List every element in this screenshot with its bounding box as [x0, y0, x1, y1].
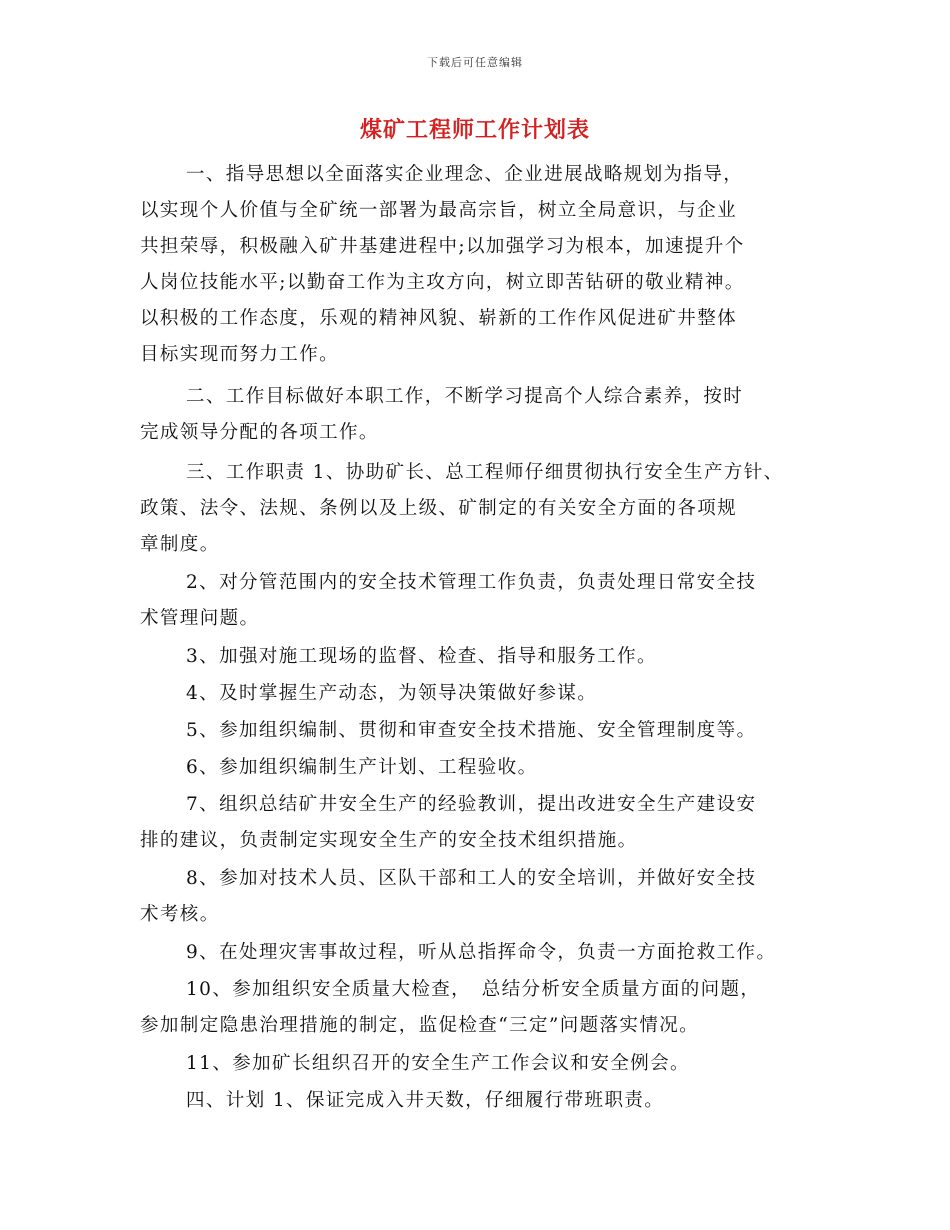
body-line: 4、及时掌握生产动态，为领导决策做好参谋。: [186, 683, 598, 704]
body-line: 目标实现而努力工作。: [140, 344, 340, 365]
document-title: 煤矿工程师工作计划表: [359, 117, 590, 143]
body-line: 11、参加矿长组织召开的安全生产工作会议和安全例会。: [186, 1053, 690, 1074]
body-line: 人岗位技能水平;以勤奋工作为主攻方向，树立即苦钻研的敬业精神。: [140, 272, 745, 293]
body-line: 排的建议，负责制定实现安全生产的安全技术组织措施。: [140, 830, 638, 851]
body-line: 以实现个人价值与全矿统一部署为最高宗旨，树立全局意识，与企业: [140, 200, 738, 221]
body-line: 3、加强对施工现场的监督、检查、指导和服务工作。: [186, 646, 657, 667]
header-note: 下载后可任意编辑: [427, 56, 523, 69]
body-line: 章制度。: [140, 534, 220, 555]
body-line: 二、工作目标做好本职工作，不断学习提高个人综合素养，按时: [186, 386, 744, 407]
body-line: 7、组织总结矿井安全生产的经验教训，提出改进安全生产建设安: [186, 794, 757, 815]
body-line: 一、指导思想以全面落实企业理念、企业进展战略规划为指导，: [186, 164, 744, 185]
body-line: 6、参加组织编制生产计划、工程验收。: [186, 757, 538, 778]
body-line: 四、计划 1、保证完成入井天数，仔细履行带班职责。: [186, 1090, 665, 1111]
body-line: 参加制定隐患治理措施的制定，监促检查“三定”问题落实情况。: [140, 1015, 700, 1036]
body-line: 5、参加组织编制、贯彻和审查安全技术措施、安全管理制度等。: [186, 720, 757, 741]
body-line: 三、工作职责 1、协助矿长、总工程师仔细贯彻执行安全生产方针、: [186, 462, 784, 483]
body-line: 9、在处理灾害事故过程，听从总指挥命令，负责一方面抢救工作。: [186, 942, 777, 963]
body-line: 10、参加组织安全质量大检查， 总结分析安全质量方面的问题，: [186, 979, 761, 1000]
body-line: 2、对分管范围内的安全技术管理工作负责，负责处理日常安全技: [186, 572, 757, 593]
body-line: 共担荣辱，积极融入矿井基建进程中;以加强学习为根本，加速提升个: [140, 236, 745, 257]
body-line: 完成领导分配的各项工作。: [140, 422, 379, 443]
body-line: 政策、法令、法规、条例以及上级、矿制定的有关安全方面的各项规: [140, 498, 738, 519]
body-line: 术管理问题。: [140, 608, 260, 629]
body-line: 术考核。: [140, 904, 220, 925]
body-line: 8、参加对技术人员、区队干部和工人的安全培训，并做好安全技: [186, 868, 757, 889]
body-line: 以积极的工作态度，乐观的精神风貌、崭新的工作作风促进矿井整体: [140, 308, 738, 329]
